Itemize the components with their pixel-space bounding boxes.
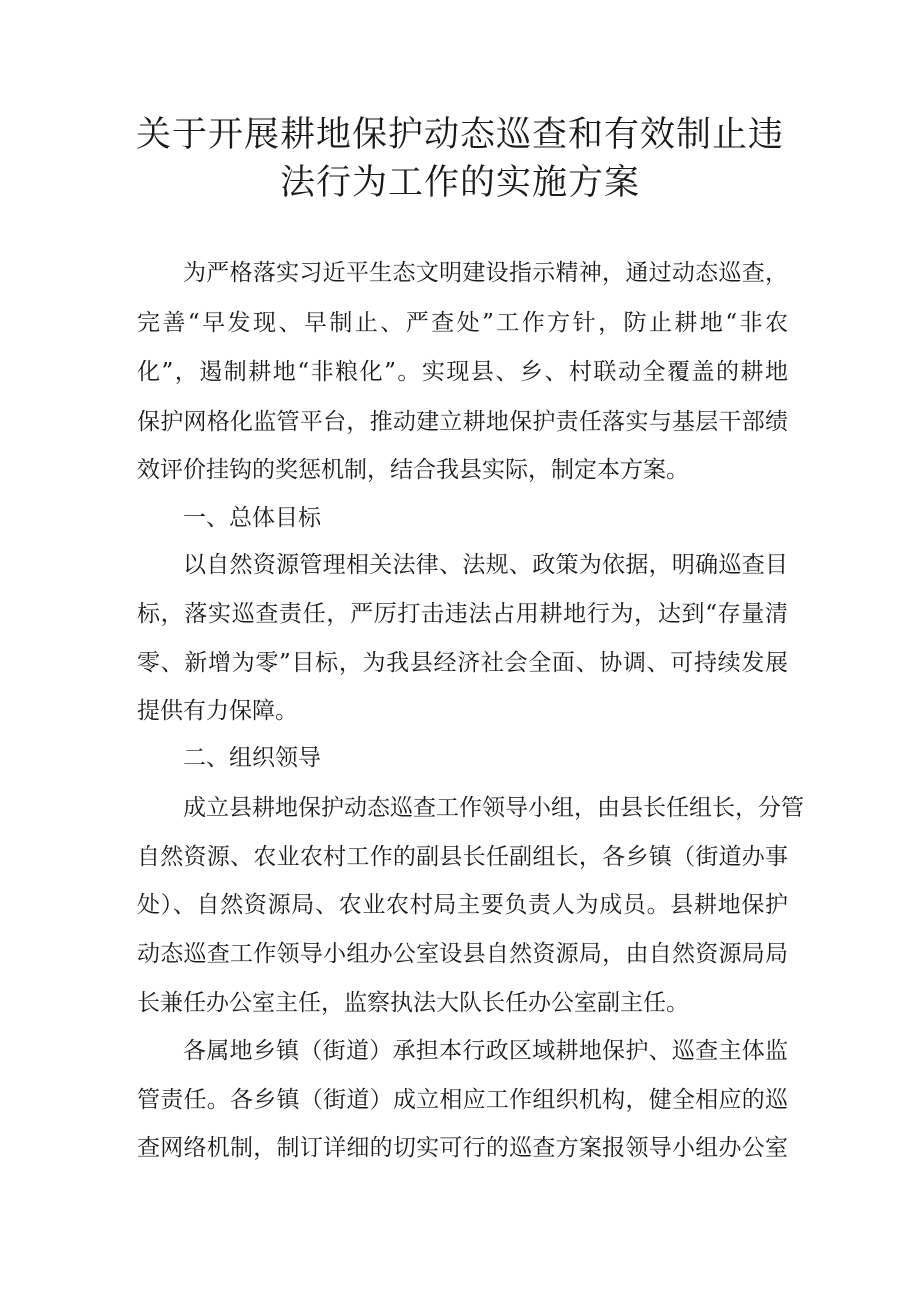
paragraph-line: 完善“早发现、早制止、严查处”工作方针，防止耕地“非农: [137, 310, 788, 336]
paragraph-line: 动态巡查工作领导小组办公室设县自然资源局，由自然资源局局: [137, 941, 788, 967]
paragraph-line: 以自然资源管理相关法律、法规、政策为依据，明确巡查目: [183, 552, 788, 578]
paragraph-line: 各属地乡镇（街道）承担本行政区域耕地保护、巡查主体监: [183, 1038, 788, 1064]
paragraph-line: 化”，遏制耕地“非粮化”。实现县、乡、村联动全覆盖的耕地: [137, 359, 788, 385]
paragraph-line: 提供有力保障。: [137, 698, 298, 724]
paragraph-line: 查网络机制，制订详细的切实可行的巡查方案报领导小组办公室: [137, 1135, 788, 1161]
section-heading: 二、组织领导: [183, 745, 321, 771]
paragraph-line: 效评价挂钩的奖惩机制，结合我县实际，制定本方案。: [137, 457, 689, 483]
paragraph-line: 自然资源、农业农村工作的副县长任副组长，各乡镇（街道办事: [137, 844, 788, 870]
paragraph-line: 零、新增为零”目标，为我县经济社会全面、协调、可持续发展: [137, 650, 788, 676]
paragraph-line: 长兼任办公室主任，监察执法大队长任办公室副主任。: [137, 990, 689, 1016]
paragraph-line: 处）、自然资源局、农业农村局主要负责人为成员。县耕地保护: [137, 892, 788, 918]
section-heading: 一、总体目标: [183, 505, 321, 531]
paragraph-line: 为严格落实习近平生态文明建设指示精神，通过动态巡查，: [183, 260, 788, 286]
paragraph-line: 保护网格化监管平台，推动建立耕地保护责任落实与基层干部绩: [137, 409, 788, 435]
document-title-line-1: 关于开展耕地保护动态巡查和有效制止违: [135, 115, 784, 155]
paragraph-line: 标，落实巡查责任，严厉打击违法占用耕地行为，达到“存量清: [137, 601, 788, 627]
paragraph-line: 成立县耕地保护动态巡查工作领导小组，由县长任组长，分管: [183, 795, 804, 821]
document-title-line-2: 法行为工作的实施方案: [279, 163, 640, 203]
paragraph-line: 管责任。各乡镇（街道）成立相应工作组织机构，健全相应的巡: [137, 1087, 788, 1113]
